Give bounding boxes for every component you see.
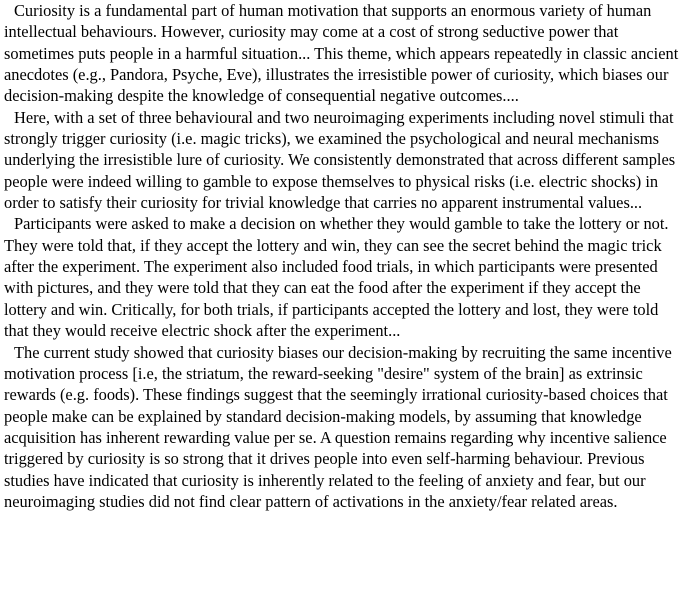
paragraph-findings: The current study showed that curiosity biases our decision-making by recruiting the same incentive motivation process [i.e, the striatum, the reward-seeking "desire" system of the brain] as extrinsic rewards (e.g. foods). These findings suggest that the seemingly irrational curiosity-based choices that people make can be explained by standard decision-making models, by assuming that knowledge acquisition has inherent rewarding value per se. A question remains regarding why incentive salience triggered by curiosity is so strong that it drives people into even self-harming behaviour. Previous studies have indicated that curiosity is inherently related to the feeling of anxiety and fear, but our neuroimaging studies did not find clear pattern of activations in the anxiety/fear related areas. xyxy=(4,342,672,511)
paragraph-experiments: Here, with a set of three behavioural and two neuroimaging experiments including novel stimuli that strongly trigger curiosity (i.e. magic tricks), we examined the psychological and neural mechanisms underlying the irresistible lure of curiosity. We consistently demonstrated that across different samples people were indeed willing to gamble to expose themselves to physical risks (i.e. electric shocks) in order to satisfy their curiosity for trivial knowledge that carries no apparent instrumental values... xyxy=(4,107,676,213)
paragraph-procedure: Participants were asked to make a decision on whether they would gamble to take the lottery or not. They were told that, if they accept the lottery and win, they can see the secret behind the magic trick after the experiment. The experiment also included food trials, in which participants were presented with pictures, and they were told that they can eat the food after the experiment if they accept the lottery and win. Critically, for both trials, if participants accepted the lottery and lost, they were told that they would receive electric shock after the experiment... xyxy=(4,214,669,341)
paragraph-curiosity-intro: Curiosity is a fundamental part of human motivation that supports an enormous variety of human intellectual behaviours. However, curiosity may come at a cost of strong seductive power that sometimes puts people in a harmful situation... This theme, which appears repeatedly in classic ancient anecdotes (e.g., Pandora, Psyche, Eve), illustrates the irresistible power of curiosity, which biases our decision-making despite the knowledge of consequential negative outcomes.... xyxy=(4,1,679,106)
